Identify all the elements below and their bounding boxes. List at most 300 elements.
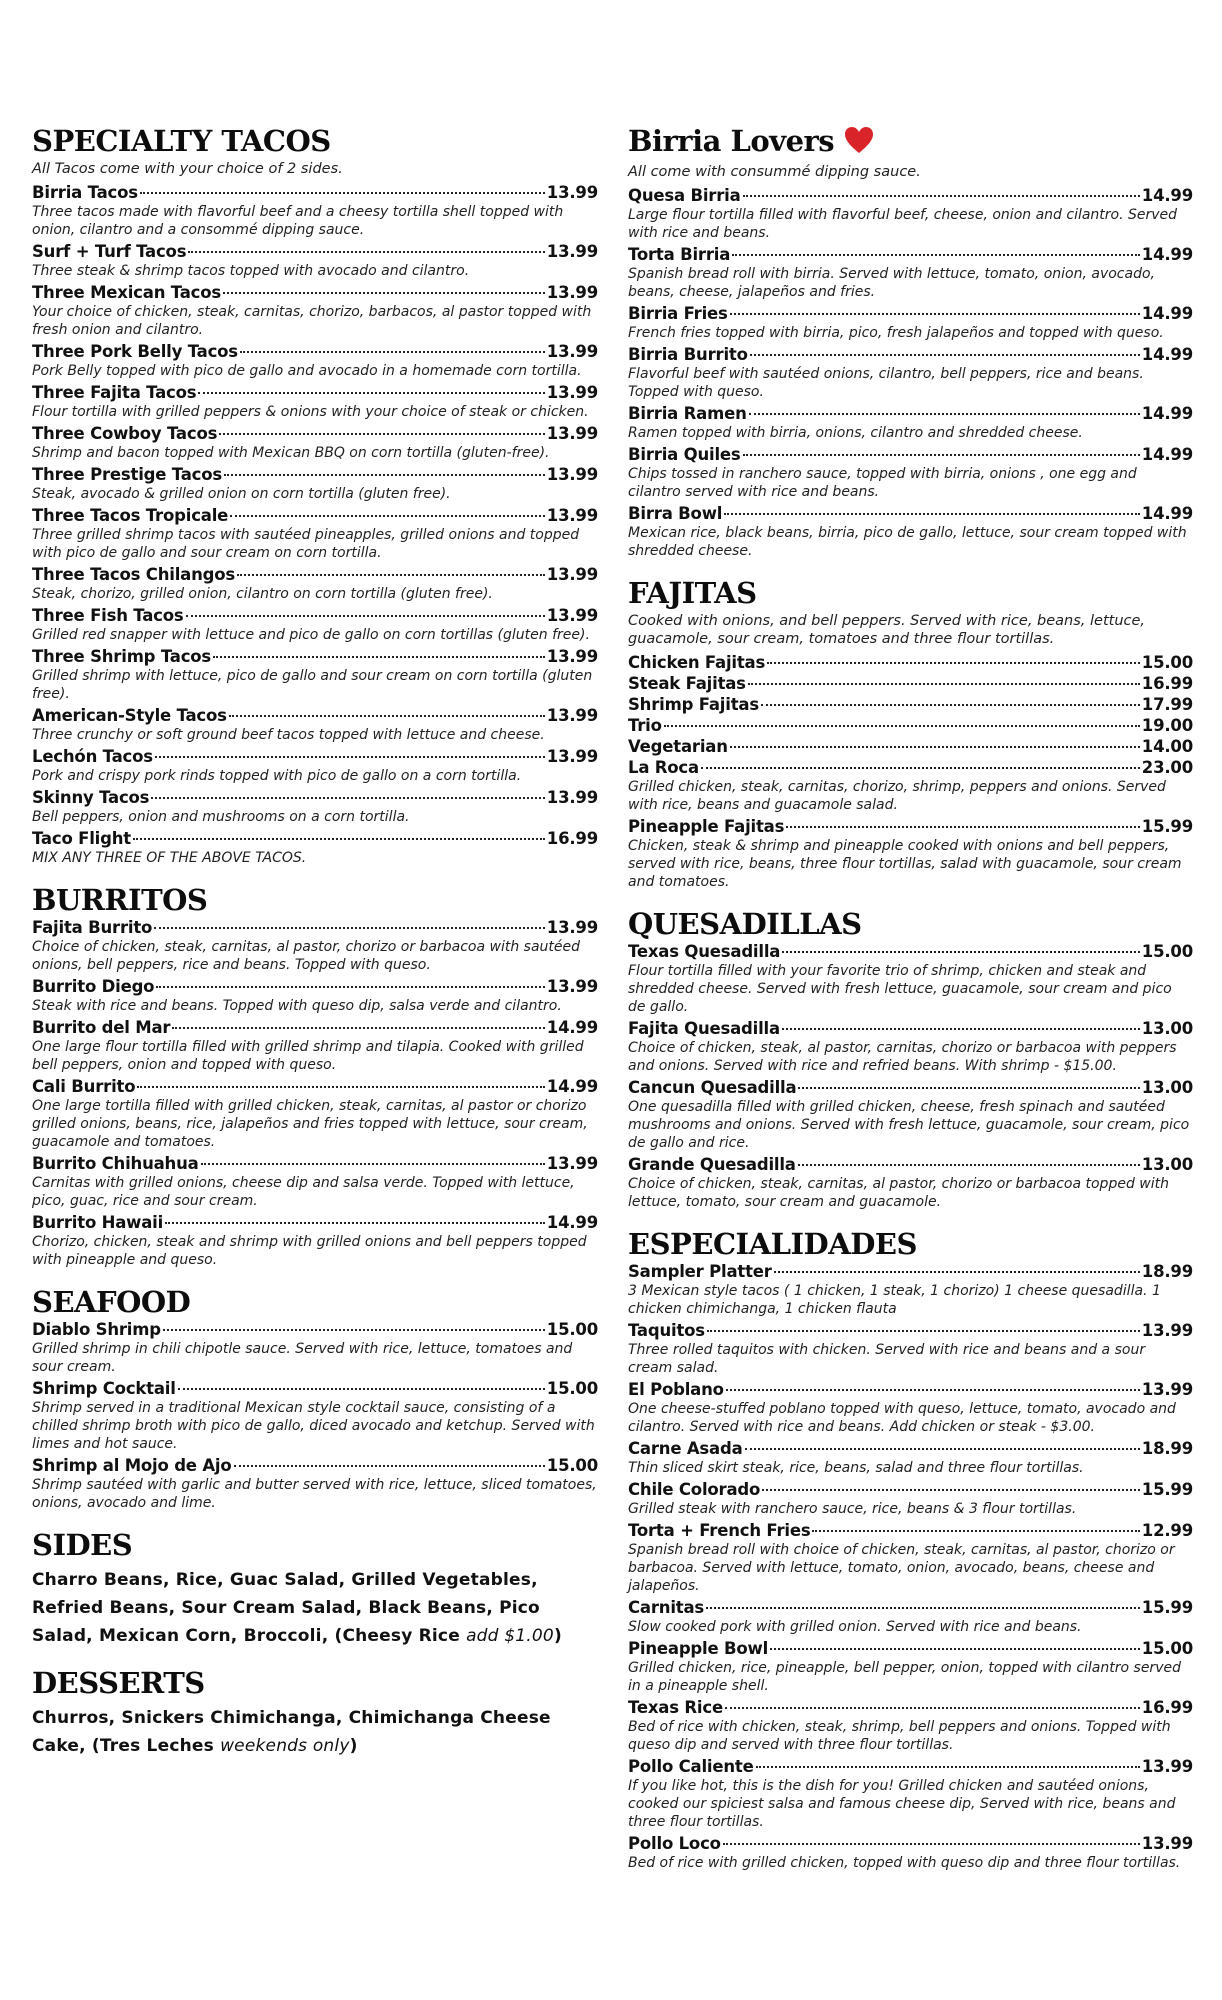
menu-item	[32, 646, 598, 703]
menu-item-header	[32, 564, 598, 585]
menu-item-header	[32, 746, 598, 767]
section-title: BURRITOS	[32, 883, 208, 917]
menu-item	[32, 787, 598, 826]
menu-item	[32, 917, 598, 974]
menu-item-header	[628, 303, 1193, 324]
section-birria-lovers	[628, 124, 1193, 560]
menu-item	[32, 341, 598, 380]
menu-item	[32, 564, 598, 603]
dot-leader	[745, 1448, 1140, 1450]
menu-item-name: Fajita Burrito	[32, 918, 153, 937]
menu-item-description: Grilled steak with ranchero sauce, rice, beans & 3 flour tortillas.	[628, 1500, 1077, 1517]
menu-item-name: Pollo Caliente	[628, 1756, 754, 1776]
desserts-close: )	[349, 1736, 358, 1756]
menu-item	[628, 694, 1193, 715]
menu-item	[628, 1154, 1193, 1211]
menu-item-description: Bell peppers, onion and mushrooms on a corn tortilla.	[32, 809, 410, 825]
menu-item-name: Birria Quiles	[628, 444, 741, 464]
menu-item-name: Three Mexican Tacos	[32, 283, 221, 302]
section-title: SIDES	[32, 1528, 133, 1562]
menu-item	[628, 1756, 1193, 1831]
menu-item-name: Lechón Tacos	[32, 747, 153, 766]
dot-leader	[770, 1648, 1140, 1650]
menu-item	[32, 382, 598, 421]
desserts-list	[32, 1704, 598, 1760]
section-fajitas	[628, 576, 1193, 891]
menu-item-description: Steak with rice and beans. Topped with queso dip, salsa verde and cilantro.	[32, 998, 562, 1014]
menu-item-name: Steak Fajitas	[628, 673, 746, 693]
menu-item-name: Burrito Hawaii	[32, 1213, 164, 1232]
menu-item-name: Shrimp al Mojo de Ajo	[32, 1456, 232, 1475]
dot-leader	[723, 1843, 1140, 1845]
menu-item	[628, 503, 1193, 560]
menu-item-name: Birra Bowl	[628, 503, 723, 523]
menu-item-header	[628, 1597, 1193, 1618]
menu-item-price: 16.99	[1141, 673, 1193, 693]
menu-item-description: Flour tortilla filled with your favorite trio of shrimp, chicken and steak and shredded cheese. Served with fresh lettuce, guacamole, sour cream and pico de gallo.	[628, 962, 1172, 1015]
menu-item-name: Fajita Quesadilla	[628, 1018, 780, 1038]
menu-item	[628, 1438, 1193, 1477]
dot-leader	[213, 656, 545, 658]
menu-item-header	[32, 1455, 598, 1476]
menu-item-name: Torta + French Fries	[628, 1520, 811, 1540]
section-title: QUESADILLAS	[628, 906, 862, 941]
dot-leader	[743, 454, 1140, 456]
menu-item-description: Your choice of chicken, steak, carnitas, chorizo, barbacos, al pastor topped with fresh onion and cilantro.	[32, 304, 592, 338]
menu-item-price: 13.99	[546, 342, 598, 361]
dot-leader	[724, 513, 1140, 515]
menu-item-header	[628, 403, 1193, 424]
menu-item-header	[32, 182, 598, 203]
menu-item-header	[32, 282, 598, 303]
menu-item-description: Pork Belly topped with pico de gallo and avocado in a homemade corn tortilla.	[32, 363, 582, 379]
menu-item-header	[32, 1319, 598, 1340]
menu-item-name: Three Prestige Tacos	[32, 465, 222, 484]
menu-item	[628, 303, 1193, 342]
menu-item-name: Chicken Fajitas	[628, 652, 766, 672]
menu-item-price: 12.99	[1141, 1520, 1193, 1540]
dot-leader	[782, 1028, 1140, 1030]
dot-leader	[707, 1330, 1140, 1332]
dot-leader	[186, 615, 545, 617]
menu-item-name: Three Cowboy Tacos	[32, 424, 218, 443]
menu-item-header	[32, 1017, 598, 1038]
menu-item-description: Spanish bread roll with choice of chicken, steak, carnitas, al pastor, chorizo or barbacoa. Served with lettuce, tomato, onion, avocado, beans, cheese and jalapeños.	[628, 1541, 1175, 1594]
menu-item-price: 15.99	[1141, 1479, 1193, 1499]
menu-item-name: Burrito del Mar	[32, 1018, 171, 1037]
menu-item	[32, 1378, 598, 1453]
menu-item-name: Birria Fries	[628, 303, 728, 323]
menu-item-description: Choice of chicken, steak, carnitas, al pastor, chorizo or barbacoa topped with lettuce, tomato, sour cream and guacamole.	[628, 1175, 1169, 1210]
menu-item-description: Three rolled taquitos with chicken. Served with rice and beans and a sour cream salad.	[628, 1341, 1146, 1376]
menu-item-price: 14.99	[1141, 503, 1193, 523]
menu-item-price: 13.00	[1141, 1018, 1193, 1038]
menu-item-header	[32, 1212, 598, 1233]
menu-item-name: Carnitas	[628, 1597, 705, 1617]
dot-leader	[774, 1271, 1140, 1273]
menu-item-name: Three Fajita Tacos	[32, 383, 197, 402]
menu-item-header	[32, 917, 598, 938]
menu-item-price: 13.99	[1141, 1833, 1193, 1853]
dot-leader	[730, 746, 1140, 748]
menu-item-description: Flavorful beef with sautéed onions, cilantro, bell peppers, rice and beans. Topped with queso.	[628, 365, 1144, 400]
menu-item-price: 13.99	[1141, 1379, 1193, 1399]
menu-item	[32, 182, 598, 239]
menu-item-description: Choice of chicken, steak, al pastor, carnitas, chorizo or barbacoa with peppers and onions. Served with rice and refried beans. With shrimp - $15.00.	[628, 1039, 1177, 1074]
menu-item-name: El Poblano	[628, 1379, 724, 1399]
menu-item-name: Pineapple Bowl	[628, 1638, 769, 1658]
menu-item-description: Slow cooked pork with grilled onion. Served with rice and beans.	[628, 1618, 1082, 1635]
dot-leader	[786, 826, 1140, 828]
left-column	[32, 124, 598, 1776]
menu-item-header	[628, 503, 1193, 524]
menu-item-price: 13.99	[546, 565, 598, 584]
menu-item-name: Taquitos	[628, 1320, 705, 1340]
menu-item	[628, 1697, 1193, 1754]
menu-item-header	[628, 757, 1193, 778]
menu-item	[628, 344, 1193, 401]
menu-item-header	[32, 828, 598, 849]
dot-leader	[767, 662, 1140, 664]
sides-list	[32, 1566, 598, 1650]
menu-item-header	[628, 652, 1193, 673]
section-title: SEAFOOD	[32, 1285, 191, 1319]
menu-item	[32, 1076, 598, 1151]
menu-item-price: 13.99	[546, 183, 598, 202]
dot-leader	[664, 725, 1140, 727]
menu-item	[628, 1077, 1193, 1152]
menu-item-description: Bed of rice with grilled chicken, topped with queso dip and three flour tortillas.	[628, 1854, 1181, 1871]
menu-item-description: French fries topped with birria, pico, fresh jalapeños and topped with queso.	[628, 324, 1164, 341]
dot-leader	[730, 313, 1140, 315]
menu-item-description: Choice of chicken, steak, carnitas, al pastor, chorizo or barbacoa with sautéed onions, bell peppers, rice and beans. Topped with queso.	[32, 939, 581, 973]
menu-item	[32, 282, 598, 339]
menu-item-price: 19.00	[1141, 715, 1193, 735]
menu-item-header	[32, 605, 598, 626]
menu-item-header	[628, 1077, 1193, 1098]
menu-item-price: 15.00	[1141, 652, 1193, 672]
menu-item-description: 3 Mexican style tacos ( 1 chicken, 1 steak, 1 chorizo) 1 cheese quesadilla. 1 chicken chimichanga, 1 chicken flauta	[628, 1282, 1161, 1317]
menu-item-header	[628, 1479, 1193, 1500]
dot-leader	[188, 251, 544, 253]
menu-item-description: Grilled shrimp with lettuce, pico de gallo and sour cream on corn tortilla (gluten free).	[32, 668, 593, 702]
menu-item	[32, 828, 598, 867]
menu-item	[32, 1455, 598, 1512]
menu-item	[628, 1520, 1193, 1595]
menu-item-description: Thin sliced skirt steak, rice, beans, salad and three flour tortillas.	[628, 1459, 1084, 1476]
dot-leader	[761, 704, 1140, 706]
menu-item-name: Taco Flight	[32, 829, 131, 848]
menu-item-description: Mexican rice, black beans, birria, pico de gallo, lettuce, sour cream topped with shredded cheese.	[628, 524, 1187, 559]
sides-close: )	[553, 1626, 562, 1646]
menu-item-header	[628, 694, 1193, 715]
menu-item	[628, 185, 1193, 242]
menu-item-description: One large flour tortilla filled with grilled shrimp and tilapia. Cooked with grilled bell peppers, onion and topped with queso.	[32, 1039, 584, 1073]
menu-item-name: Three Fish Tacos	[32, 606, 184, 625]
desserts-text: Churros, Snickers Chimichanga, Chimichanga Cheese Cake, (Tres Leches	[32, 1708, 551, 1756]
menu-item-price: 14.99	[546, 1213, 598, 1232]
menu-item	[628, 1638, 1193, 1695]
menu-item-header	[628, 1320, 1193, 1341]
menu-item-header	[32, 1153, 598, 1174]
menu-item-description: Three grilled shrimp tacos with sautéed pineapples, grilled onions and topped with pico de gallo and sour cream on corn tortilla.	[32, 527, 580, 561]
menu-item	[32, 505, 598, 562]
menu-item-name: Burrito Diego	[32, 977, 155, 996]
menu-item-name: Chile Colorado	[628, 1479, 761, 1499]
sides-text: Charro Beans, Rice, Guac Salad, Grilled Vegetables, Refried Beans, Sour Cream Salad, Black Beans, Pico Salad, Mexican Corn, Broccoli, (Cheesy Rice	[32, 1570, 540, 1646]
menu-item-price: 13.99	[546, 918, 598, 937]
dot-leader	[140, 192, 545, 194]
menu-item	[628, 1833, 1193, 1872]
dot-leader	[725, 1707, 1140, 1709]
menu-item-name: Pollo Loco	[628, 1833, 721, 1853]
menu-item-name: Shrimp Fajitas	[628, 694, 759, 714]
section-title-text: Birria Lovers	[628, 124, 835, 158]
menu-item-price: 15.00	[546, 1379, 598, 1398]
menu-item-price: 13.00	[1141, 1154, 1193, 1174]
menu-item-price: 14.99	[1141, 185, 1193, 205]
menu-item-description: If you like hot, this is the dish for you! Grilled chicken and sautéed onions, cooked our spiciest salsa and famous cheese dip, Served with rice, beans and three flour tortillas.	[628, 1777, 1176, 1830]
menu-item	[628, 715, 1193, 736]
dot-leader	[237, 574, 545, 576]
menu-item-description: Shrimp served in a traditional Mexican style cocktail sauce, consisting of a chilled shrimp broth with pico de gallo, diced avocado and ketchup. Served with limes and hot sauce.	[32, 1400, 595, 1452]
menu-item-price: 13.99	[546, 424, 598, 443]
menu-item-header	[32, 1378, 598, 1399]
section-title: DESSERTS	[32, 1666, 205, 1700]
menu-item-name: Carne Asada	[628, 1438, 743, 1458]
menu-item	[32, 1153, 598, 1210]
menu-item-description: Carnitas with grilled onions, cheese dip and salsa verde. Topped with lettuce, pico, guac, rice and sour cream.	[32, 1175, 575, 1209]
menu-item-header	[628, 1261, 1193, 1282]
menu-item-description: Ramen topped with birria, onions, cilantro and shredded cheese.	[628, 424, 1083, 441]
menu-item-name: Diablo Shrimp	[32, 1320, 161, 1339]
menu-item-price: 13.99	[546, 242, 598, 261]
menu-item-price: 15.00	[546, 1456, 598, 1475]
menu-item-header	[628, 673, 1193, 694]
dot-leader	[156, 986, 544, 988]
menu-item-name: Vegetarian	[628, 736, 728, 756]
menu-item-header	[32, 705, 598, 726]
menu-item-name: Pineapple Fajitas	[628, 816, 785, 836]
menu-item-name: La Roca	[628, 757, 699, 777]
menu-item	[628, 736, 1193, 757]
dot-leader	[798, 1164, 1140, 1166]
menu-item-price: 13.99	[546, 788, 598, 807]
menu-item-header	[32, 341, 598, 362]
menu-item-header	[628, 444, 1193, 465]
dot-leader	[726, 1389, 1140, 1391]
menu-item-price: 15.99	[1141, 816, 1193, 836]
menu-item-price: 13.99	[546, 383, 598, 402]
dot-leader	[178, 1388, 545, 1390]
menu-item-price: 18.99	[1141, 1261, 1193, 1281]
menu-item-name: American-Style Tacos	[32, 706, 227, 725]
menu-item	[628, 941, 1193, 1016]
menu-item-description: One quesadilla filled with grilled chicken, cheese, fresh spinach and sautéed mushrooms and onions. Served with fresh lettuce, guacamole, sour cream, pico de gallo and rice.	[628, 1098, 1190, 1151]
menu-item-description: Steak, chorizo, grilled onion, cilantro on corn tortilla (gluten free).	[32, 586, 493, 602]
menu-item	[628, 673, 1193, 694]
dot-leader	[165, 1222, 545, 1224]
menu-item-description: Chicken, steak & shrimp and pineapple cooked with onions and bell peppers, served with rice, beans, three flour tortillas, salad with guacamole, sour cream and tomatoes.	[628, 837, 1182, 890]
menu-item-price: 15.00	[546, 1320, 598, 1339]
menu-item-header	[628, 1520, 1193, 1541]
menu-item-description: Chorizo, chicken, steak and shrimp with grilled onions and bell peppers topped with pineapple and queso.	[32, 1234, 587, 1268]
sides-addon: add $1.00	[466, 1626, 554, 1646]
menu-item-name: Surf + Turf Tacos	[32, 242, 187, 261]
dot-leader	[732, 254, 1140, 256]
menu-item-name: Three Tacos Tropicale	[32, 506, 229, 525]
menu-item-description: Flour tortilla with grilled peppers & onions with your choice of steak or chicken.	[32, 404, 589, 420]
menu-item-header	[32, 505, 598, 526]
menu-item-price: 13.99	[546, 606, 598, 625]
menu-item-description: Pork and crispy pork rinds topped with pico de gallo on a corn tortilla.	[32, 768, 522, 784]
dot-leader	[240, 351, 545, 353]
menu-item-description: Spanish bread roll with birria. Served with lettuce, tomato, onion, avocado, beans, cheese, jalapeños and fries.	[628, 265, 1155, 300]
menu-item-description: Grilled chicken, steak, carnitas, chorizo, shrimp, peppers and onions. Served with rice, beans and guacamole salad.	[628, 778, 1166, 813]
menu-item-header	[628, 1154, 1193, 1175]
menu-item-description: Large flour tortilla filled with flavorful beef, cheese, onion and cilantro. Served with rice and beans.	[628, 206, 1178, 241]
menu-item	[628, 444, 1193, 501]
section-note: All come with consummé dipping sauce.	[628, 163, 921, 180]
menu-item-name: Three Pork Belly Tacos	[32, 342, 238, 361]
menu-item-header	[32, 241, 598, 262]
menu-item-name: Torta Birria	[628, 244, 731, 264]
menu-item-name: Cali Burrito	[32, 1077, 136, 1096]
dot-leader	[750, 354, 1140, 356]
menu-item	[32, 464, 598, 503]
menu-item-description: Three steak & shrimp tacos topped with avocado and cilantro.	[32, 263, 470, 279]
section-note: Cooked with onions, and bell peppers. Served with rice, beans, lettuce, guacamole, sour cream, tomatoes and three flour tortillas.	[628, 612, 1146, 647]
dot-leader	[198, 392, 544, 394]
menu-item-description: One cheese-stuffed poblano topped with queso, lettuce, tomato, avocado and cilantro. Served with rice and beans. Add chicken or steak - $3.00.	[628, 1400, 1176, 1435]
menu-item-price: 13.99	[1141, 1756, 1193, 1776]
menu-item-description: Grilled shrimp in chili chipotle sauce. Served with rice, lettuce, tomatoes and sour cream.	[32, 1341, 573, 1375]
menu-item-price: 14.99	[1141, 244, 1193, 264]
menu-item-price: 13.99	[546, 1154, 598, 1173]
menu-item-description: Grilled chicken, rice, pineapple, bell pepper, onion, topped with cilantro served in a pineapple shell.	[628, 1659, 1181, 1694]
menu-item-price: 15.00	[1141, 1638, 1193, 1658]
menu-item-header	[32, 464, 598, 485]
section-desserts	[32, 1666, 598, 1760]
menu-item-name: Sampler Platter	[628, 1261, 772, 1281]
menu-item-price: 13.99	[546, 977, 598, 996]
menu-item-name: Birria Burrito	[628, 344, 748, 364]
menu-item	[32, 1017, 598, 1074]
dot-leader	[151, 797, 544, 799]
menu-item	[32, 746, 598, 785]
dot-leader	[230, 515, 545, 517]
menu-item-header	[628, 1018, 1193, 1039]
menu-item-price: 13.99	[1141, 1320, 1193, 1340]
dot-leader	[701, 767, 1140, 769]
menu-item-price: 16.99	[546, 829, 598, 848]
section-quesadillas	[628, 907, 1193, 1211]
dot-leader	[756, 1766, 1140, 1768]
menu-item-name: Cancun Quesadilla	[628, 1077, 797, 1097]
right-column	[628, 124, 1193, 1888]
menu-item-name: Three Tacos Chilangos	[32, 565, 236, 584]
section-sides	[32, 1528, 598, 1650]
menu-item-price: 14.99	[1141, 344, 1193, 364]
dot-leader	[224, 474, 545, 476]
menu-item-price: 14.99	[1141, 303, 1193, 323]
menu-item-header	[628, 344, 1193, 365]
dot-leader	[798, 1087, 1139, 1089]
menu-item-price: 13.99	[546, 506, 598, 525]
dot-leader	[229, 715, 545, 717]
dot-leader	[748, 683, 1140, 685]
menu-item	[628, 1597, 1193, 1636]
section-burritos	[32, 883, 598, 1269]
menu-item	[32, 1319, 598, 1376]
menu-item	[628, 403, 1193, 442]
menu-item-description: Grilled red snapper with lettuce and pico de gallo on corn tortillas (gluten free).	[32, 627, 590, 643]
dot-leader	[749, 413, 1140, 415]
menu-item-description: Shrimp and bacon topped with Mexican BBQ on corn tortilla (gluten-free).	[32, 445, 550, 461]
menu-item-header	[32, 976, 598, 997]
section-seafood	[32, 1285, 598, 1512]
menu-item-description: MIX ANY THREE OF THE ABOVE TACOS.	[32, 850, 307, 866]
menu-item-name: Shrimp Cocktail	[32, 1379, 176, 1398]
dot-leader	[234, 1465, 545, 1467]
menu-item-header	[32, 1076, 598, 1097]
menu-item	[628, 1018, 1193, 1075]
menu-item-header	[32, 787, 598, 808]
menu-item	[628, 816, 1193, 891]
dot-leader	[782, 951, 1140, 953]
menu-item	[32, 605, 598, 644]
section-title: SPECIALTY TACOS	[32, 124, 331, 158]
menu-item-price: 16.99	[1141, 1697, 1193, 1717]
menu-item-header	[32, 423, 598, 444]
dot-leader	[223, 292, 545, 294]
menu-item-price: 13.00	[1141, 1077, 1193, 1097]
menu-item-name: Burrito Chihuahua	[32, 1154, 199, 1173]
menu-item-description: Shrimp sautéed with garlic and butter served with rice, lettuce, sliced tomatoes, onions, avocado and lime.	[32, 1477, 597, 1511]
menu-item-header	[32, 382, 598, 403]
menu-item-description: Three crunchy or soft ground beef tacos topped with lettuce and cheese.	[32, 727, 545, 743]
menu-item-description: One large tortilla filled with grilled chicken, steak, carnitas, al pastor or chorizo grilled onions, beans, rice, jalapeños and fries topped with lettuce, sour cream, guacamole and tomatoes.	[32, 1098, 588, 1150]
desserts-addon: weekends only	[220, 1736, 350, 1756]
menu-item	[628, 652, 1193, 673]
menu-item	[628, 757, 1193, 814]
dot-leader	[163, 1329, 545, 1331]
menu-item-price: 14.99	[1141, 444, 1193, 464]
menu-item-header	[628, 1638, 1193, 1659]
heart-icon	[844, 126, 874, 161]
menu-item-header	[32, 646, 598, 667]
menu-item	[628, 1379, 1193, 1436]
menu-item-description: Bed of rice with chicken, steak, shrimp, bell peppers and onions. Topped with queso dip and served with three flour tortillas.	[628, 1718, 1171, 1753]
section-specialty-tacos	[32, 124, 598, 867]
menu-item	[628, 244, 1193, 301]
menu-item-name: Trio	[628, 715, 662, 735]
section-especialidades	[628, 1227, 1193, 1872]
menu-item-price: 14.99	[546, 1077, 598, 1096]
menu-item-description: Three tacos made with flavorful beef and a cheesy tortilla shell topped with onion, cilantro and a consommé dipping sauce.	[32, 204, 564, 238]
menu-item-name: Birria Tacos	[32, 183, 138, 202]
section-title	[628, 124, 1193, 161]
section-title: ESPECIALIDADES	[628, 1226, 917, 1261]
menu-item-price: 15.00	[1141, 941, 1193, 961]
dot-leader	[812, 1530, 1139, 1532]
dot-leader	[137, 1086, 544, 1088]
menu-item	[628, 1320, 1193, 1377]
menu-item-price: 18.99	[1141, 1438, 1193, 1458]
menu-item-price: 13.99	[546, 647, 598, 666]
section-note: All Tacos come with your choice of 2 sides.	[32, 161, 343, 177]
menu-item-name: Quesa Birria	[628, 185, 741, 205]
